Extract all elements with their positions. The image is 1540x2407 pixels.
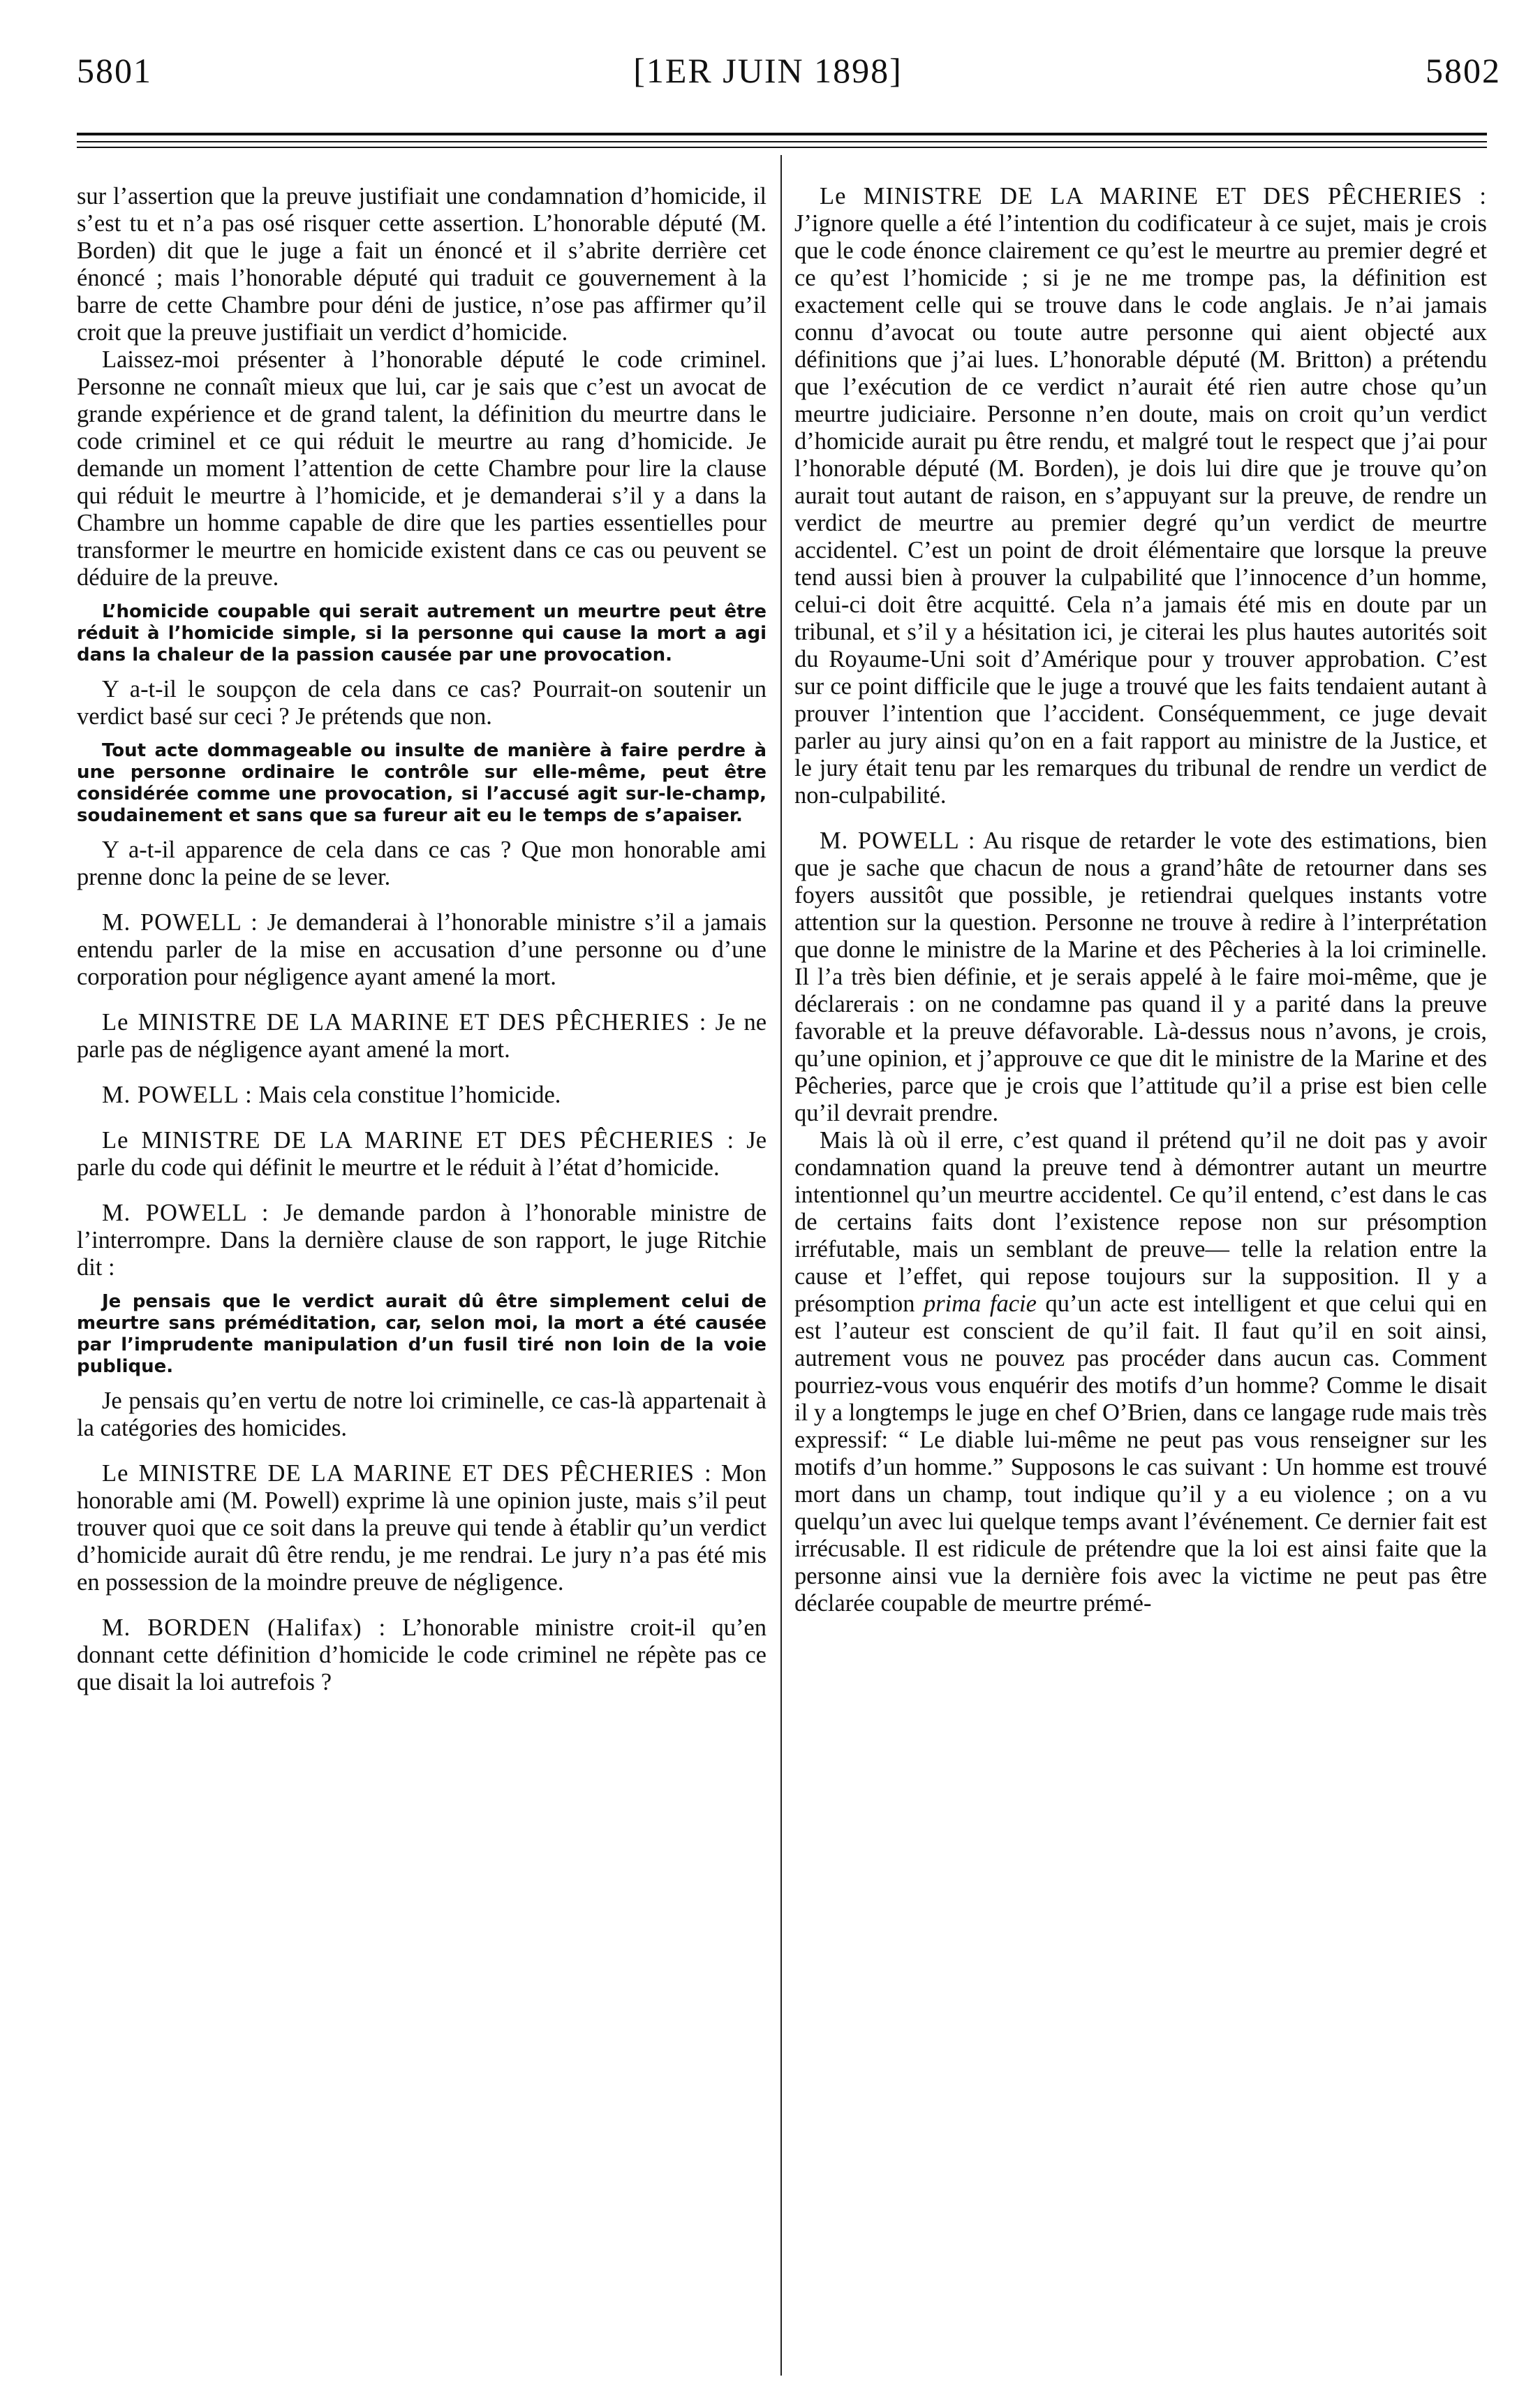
speech-text: Mon honorable ami (M. Powell) exprime là une opinion juste, mais s’il peut trouver quoi que ce soit dans la preuve qui tende à établir qu’un verdict d’homicide aurait dû être rendu, je me rendrai. Le jury n’a pas été mis en possession de la moindre preuve de négligence. <box>77 1460 767 1596</box>
speech-text: Au risque de retarder le vote des estimations, bien que je sache que chacun de nous a grand’hâte de retourner dans ses foyers aussitôt que possible, je retiendrai quelques instants votre attention sur la question. Personne ne trouve à redire à l’interprétation que donne le ministre de la Marine et des Pêcheries à la loi criminelle. Il l’a très bien définie, et je serais appelé à le faire moi-même, que je déclarerais : on ne condamne pas quand il y a parité dans la preuve favorable et la preuve défavorable. Là-dessus nous n’avons, je crois, qu’une opinion, et j’approuve ce que dit le ministre de la Marine et des Pêcheries, parce que je crois que l’attitude qu’il a prise est bien celle qu’il devrait prendre. <box>794 827 1487 1126</box>
speaker-name: Le MINISTRE DE LA MARINE ET DES PÊCHERIES : <box>102 1009 707 1036</box>
speech <box>77 1200 767 1281</box>
header-rule-thin-1 <box>77 141 1487 142</box>
paragraph <box>794 1127 1487 1617</box>
right-page-number: 5802 <box>1426 51 1501 90</box>
latin-phrase: prima facie <box>923 1290 1037 1317</box>
header-rule-thin-2 <box>77 147 1487 148</box>
speech <box>77 1614 767 1696</box>
speech <box>77 1460 767 1596</box>
speaker-name: M. POWELL : <box>102 1082 253 1108</box>
speech <box>77 1009 767 1063</box>
paragraph: Y a-t-il le soupçon de cela dans ce cas? Pourrait-on soutenir un verdict basé sur ceci ? Je prétends que non. <box>77 676 767 730</box>
speaker-name: M. POWELL : <box>102 1200 269 1226</box>
speech-text: Je demanderai à l’honorable ministre s’il a jamais entendu parler de la mise en accusation d’une personne ou d’une corporation pour négligence ayant amené la mort. <box>77 909 767 990</box>
speech <box>794 827 1487 1127</box>
speaker-name: M. POWELL : <box>102 909 258 936</box>
speech <box>77 1127 767 1182</box>
left-page-number: 5801 <box>77 51 152 90</box>
speech-text: Je demande pardon à l’honorable ministre de l’interrompre. Dans la dernière clause de son rapport, le juge Ritchie dit : <box>77 1200 767 1281</box>
speaker-name: M. BORDEN (Halifax) : <box>102 1614 387 1641</box>
paragraph-text: qu’un acte est intelligent et que celui qui en est l’auteur est conscient de qu’il fait. Il faut qu’il en soit ainsi, autrement vous ne pouvez pas procéder dans aucun cas. Comment pourriez-vous vous enquérir des motifs d’un homme? Comme le disait il y a longtemps le juge en chef O’Brien, dans ce langage rude mais très expressif: “ Le diable lui-même ne peut pas vous renseigner sur les motifs d’un homme.” Supposons le cas suivant : Un homme est trouvé mort dans un champ, tout indique qu’il y a eu violence ; on a vu quelqu’un avec lui quelque temps avant l’événement. Ce dernier fait est irrécusable. Il est ridicule de prétendre que la loi est ainsi faite que la personne ainsi vue la dernière fois avec la victime ne peut pas être déclarée coupable de meurtre prémé- <box>794 1290 1487 1617</box>
code-quotation: Tout acte dommageable ou insulte de manière à faire perdre à une personne ordinaire le contrôle sur elle-même, peut être considérée comme une provocation, si l’accusé agit sur-le-champ, soudainement et sans que sa fureur ait eu le temps de s’apaiser. <box>77 740 767 826</box>
paragraph: Je pensais qu’en vertu de notre loi criminelle, ce cas-là appartenait à la catégories des homicides. <box>77 1387 767 1441</box>
speaker-name: M. POWELL : <box>820 827 976 854</box>
speech <box>77 1082 767 1109</box>
speech <box>77 909 767 991</box>
column-divider <box>780 155 782 2376</box>
speech-text: J’ignore quelle a été l’intention du codificateur à ce sujet, mais je crois que le code énonce clairement ce qu’est le meurtre au premier degré et ce qu’est l’homicide ; si je ne me trompe pas, la définition est exactement celle qui se trouve dans le code anglais. Je n’ai jamais connu d’avocat ou toute autre personne qui aient objecté aux définitions que j’ai lues. L’honorable député (M. Britton) a prétendu que l’exécution de ce verdict n’aurait été rien autre chose qu’un meurtre judiciaire. Personne n’en doute, mais on croit qu’un verdict d’homicide aurait pu être rendu, et malgré tout le respect que j’ai pour l’honorable député (M. Borden), je dois lui dire que je trouve qu’on aurait tout autant de raison, en s’appuyant sur la preuve, de rendre un verdict de meurtre au premier degré qu’un verdict de meurtre accidentel. C’est un point de droit élémentaire que lorsque la preuve tend aussi bien à prouver la culpabilité que l’innocence d’un homme, celui-ci doit être acquitté. Cela n’a jamais été mis en doute par un tribunal, et s’il y a hésitation ici, je citerai les plus hautes autorités soit du Royaume-Uni soit d’Amérique pour y trouver approbation. C’est sur ce point difficile que le juge a trouvé que les faits tendaient autant à prouver l’intention que l’accident. Conséquemment, ce juge devait parler au jury ainsi qu’on en a fait rapport au ministre de la Justice, et le jury était tenu par les remarques du tribunal de rendre un verdict de non-culpabilité. <box>794 210 1487 809</box>
header-rule-thick <box>77 133 1487 135</box>
speech-text: L’honorable ministre croit-il qu’en donnant cette définition d’homicide le code criminel ne répète pas ce que disait la loi autrefois ? <box>77 1614 767 1695</box>
code-quotation: L’homicide coupable qui serait autrement un meurtre peut être réduit à l’homicide simple, si la personne qui cause la mort a agi dans la chaleur de la passion causée par une provocation. <box>77 601 767 665</box>
right-column <box>794 183 1487 2383</box>
paragraph-text: Mais là où il erre, c’est quand il prétend qu’il ne doit pas y avoir condamnation quand la preuve tend à démontrer autant un meurtre intentionnel qu’un meurtre accidentel. Ce qu’il entend, c’est dans le cas de certains faits dont l’existence repose non sur présomption irréfutable, mais un semblant de preuve— telle la relation entre la cause et l’effet, qui repose toujours sur la supposition. Il y a présomption <box>794 1127 1487 1317</box>
speech-text: Je parle du code qui définit le meurtre et le réduit à l’état d’homicide. <box>77 1127 767 1181</box>
speaker-name: Le MINISTRE DE LA MARINE ET DES PÊCHERIES : <box>102 1127 735 1154</box>
issue-date: [1ER JUIN 1898] <box>633 51 903 90</box>
left-column <box>77 183 767 2383</box>
paragraph: Y a-t-il apparence de cela dans ce cas ? Que mon honorable ami prenne donc la peine de se lever. <box>77 837 767 890</box>
page-header <box>35 43 1501 106</box>
speech-text: Je ne parle pas de négligence ayant amené la mort. <box>77 1009 767 1063</box>
speaker-name: Le MINISTRE DE LA MARINE ET DES PÊCHERIES : <box>102 1460 712 1487</box>
speaker-name: Le MINISTRE DE LA MARINE ET DES PÊCHERIES : <box>820 183 1487 209</box>
report-quotation: Je pensais que le verdict aurait dû être simplement celui de meurtre sans préméditation, car, selon moi, la mort a été causée par l’imprudente manipulation d’un fusil tiré non loin de la voie publique. <box>77 1291 767 1377</box>
paragraph: Laissez-moi présenter à l’honorable député le code criminel. Personne ne connaît mieux que lui, car je sais que c’est un avocat de grande expérience et de grand talent, la définition du meurtre dans le code criminel et ce qui réduit le meurtre au rang d’homicide. Je demande un moment l’attention de cette Chambre pour lire la clause qui réduit le meurtre à l’homicide, et je demanderai s’il y a dans la Chambre un homme capable de dire que les parties essentielles pour transformer le meurtre en homicide existent dans ce cas ou peuvent se déduire de la preuve. <box>77 346 767 591</box>
speech-text: Mais cela constitue l’homicide. <box>258 1082 561 1108</box>
speech <box>794 183 1487 809</box>
paragraph: sur l’assertion que la preuve justifiait une condamnation d’homicide, il s’est tu et n’a pas osé risquer cette assertion. L’honorable député (M. Borden) dit que le juge a fait un énoncé et il s’abrite derrière cet énoncé ; mais l’honorable député qui traduit ce gouvernement à la barre de cette Chambre pour déni de justice, n’ose pas affirmer qu’il croit que la preuve justifiait un verdict d’homicide. <box>77 183 767 346</box>
